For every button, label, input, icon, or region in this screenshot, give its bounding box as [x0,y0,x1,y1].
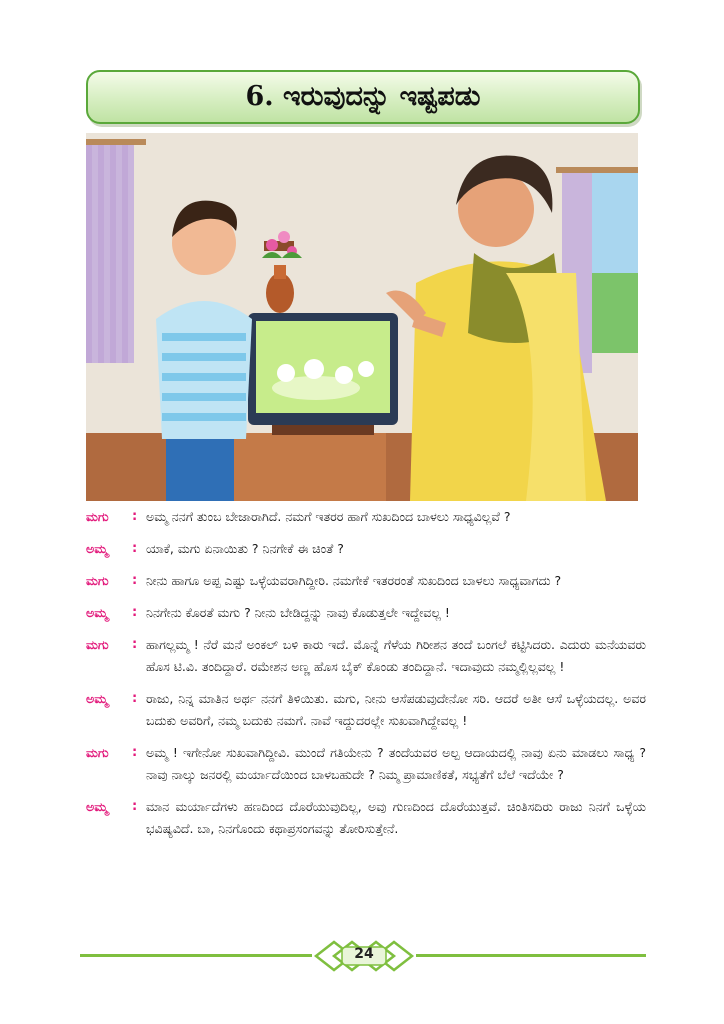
dialogue-line [86,796,646,840]
mother-son-tv-scene-illustration [86,133,638,501]
dialogue-line [86,538,646,560]
separator: : [132,637,138,652]
separator: : [132,573,138,588]
speaker-label: ಅಮ್ಮ [86,605,108,620]
dialogue-line [86,688,646,732]
page-number: 24 [354,946,374,962]
dialogue-line [86,506,646,528]
separator: : [132,541,138,556]
speaker-label: ಅಮ್ಮ [86,691,108,706]
dialogue-text: ರಾಜು, ನಿನ್ನ ಮಾತಿನ ಅರ್ಥ ನನಗೆ ತಿಳಿಯಿತು. ಮಗು, ನೀನು ಆಸೆಪಡುವುದೇನೋ ಸರಿ. ಆದರೆ ಅತೀ ಆಸೆ ಒಳ್ಳೆಯದಲ್ಲ. ಅವರ ಬದುಕು ಅವರಿಗೆ, ನಮ್ಮ ಬದುಕು ನಮಗೆ. ನಾವೆ ಇದ್ದುದರಲ್ಲೇ ಸುಖವಾಗಿದ್ದೇವಲ್ಲ ! [146,691,646,728]
separator: : [132,745,138,760]
dialogue-line [86,742,646,786]
dialogue-text: ನಿನಗೇನು ಕೊರತೆ ಮಗು ? ನೀನು ಬೇಡಿದ್ದನ್ನು ನಾವು ಕೊಡುತ್ತಲೇ ಇದ್ದೇವಲ್ಲ ! [146,605,450,620]
separator: : [132,509,138,524]
dialogue-list [86,506,646,850]
separator: : [132,605,138,620]
dialogue-text: ಅಮ್ಮ ! ಇಗೇನೋ ಸುಖವಾಗಿದ್ದೀವಿ. ಮುಂದೆ ಗತಿಯೇನು ? ತಂದೆಯವರ ಅಲ್ಪ ಆದಾಯದಲ್ಲಿ ನಾವು ಏನು ಮಾಡಲು ಸಾಧ್ಯ ? ನಾವು ನಾಲ್ಕು ಜನರಲ್ಲಿ ಮರ್ಯಾದೆಯಿಂದ ಬಾಳಬಹುದೇ ? ನಿಮ್ಮ ಪ್ರಾಮಾಣಿಕತೆ, ಸಭ್ಯತೆಗೆ ಬೆಲೆ ಇದೆಯೇ ? [146,745,646,782]
dialogue-text: ಹಾಗಲ್ಲಮ್ಮ ! ನೆರೆ ಮನೆ ಅಂಕಲ್ ಬಳಿ ಕಾರು ಇದೆ. ಮೊನ್ನೆ ಗೆಳೆಯ ಗಿರೀಶನ ತಂದೆ ಬಂಗಲೆ ಕಟ್ಟಿಸಿದರು. ಎದುರು ಮನೆಯವರು ಹೊಸ ಟಿ.ವಿ. ತಂದಿದ್ದಾರೆ. ರಮೇಶನ ಅಣ್ಣ ಹೊಸ ಬೈಕ್ ಕೊಂಡು ತಂದಿದ್ದಾನೆ. ಇದಾವುದು ನಮ್ಮಲ್ಲಿಲ್ಲವಲ್ಲ ! [146,637,646,674]
dialogue-text: ನೀನು ಹಾಗೂ ಅಪ್ಪ ಎಷ್ಟು ಒಳ್ಳೆಯವರಾಗಿದ್ದೀರಿ. ನಮಗೇಕೆ ಇತರರಂತೆ ಸುಖದಿಂದ ಬಾಳಲು ಸಾಧ್ಯವಾಗದು ? [146,573,562,588]
speaker-label: ಮಗು [86,573,109,588]
speaker-label: ಮಗು [86,745,109,760]
speaker-label: ಅಮ್ಮ [86,799,108,814]
dialogue-line [86,634,646,678]
dialogue-line [86,602,646,624]
chapter-title-banner [86,70,640,124]
dialogue-line [86,570,646,592]
speaker-label: ಮಗು [86,637,109,652]
dialogue-text: ಯಾಕೆ, ಮಗು ಏನಾಯಿತು ? ನಿನಗೇಕೆ ಈ ಚಿಂತೆ ? [146,541,344,556]
separator: : [132,799,138,814]
dialogue-text: ಮಾನ ಮರ್ಯಾದೆಗಳು ಹಣದಿಂದ ದೊರೆಯುವುದಿಲ್ಲ, ಅವು ಗುಣದಿಂದ ದೊರೆಯುತ್ತವೆ. ಚಿಂತಿಸದಿರು ರಾಜು ನಿನಗೆ ಒಳ್ಳೆಯ ಭವಿಷ್ಯವಿದೆ. ಬಾ, ನಿನಗೊಂದು ಕಥಾಪ್ರಸಂಗವನ್ನು ತೋರಿಸುತ್ತೇನೆ. [146,799,646,836]
page-footer [80,938,646,978]
speaker-label: ಅಮ್ಮ [86,541,108,556]
story-illustration [86,133,638,501]
speaker-label: ಮಗು [86,509,109,524]
chapter-title: 6. ಇರುವುದನ್ನು ಇಷ್ಟಪಡು [245,81,481,112]
separator: : [132,691,138,706]
dialogue-text: ಅಮ್ಮ ನನಗೆ ತುಂಬ ಬೇಜಾರಾಗಿದೆ. ನಮಗೆ ಇತರರ ಹಾಗೆ ಸುಖದಿಂದ ಬಾಳಲು ಸಾಧ್ಯವಿಲ್ಲವೆ ? [146,509,511,524]
